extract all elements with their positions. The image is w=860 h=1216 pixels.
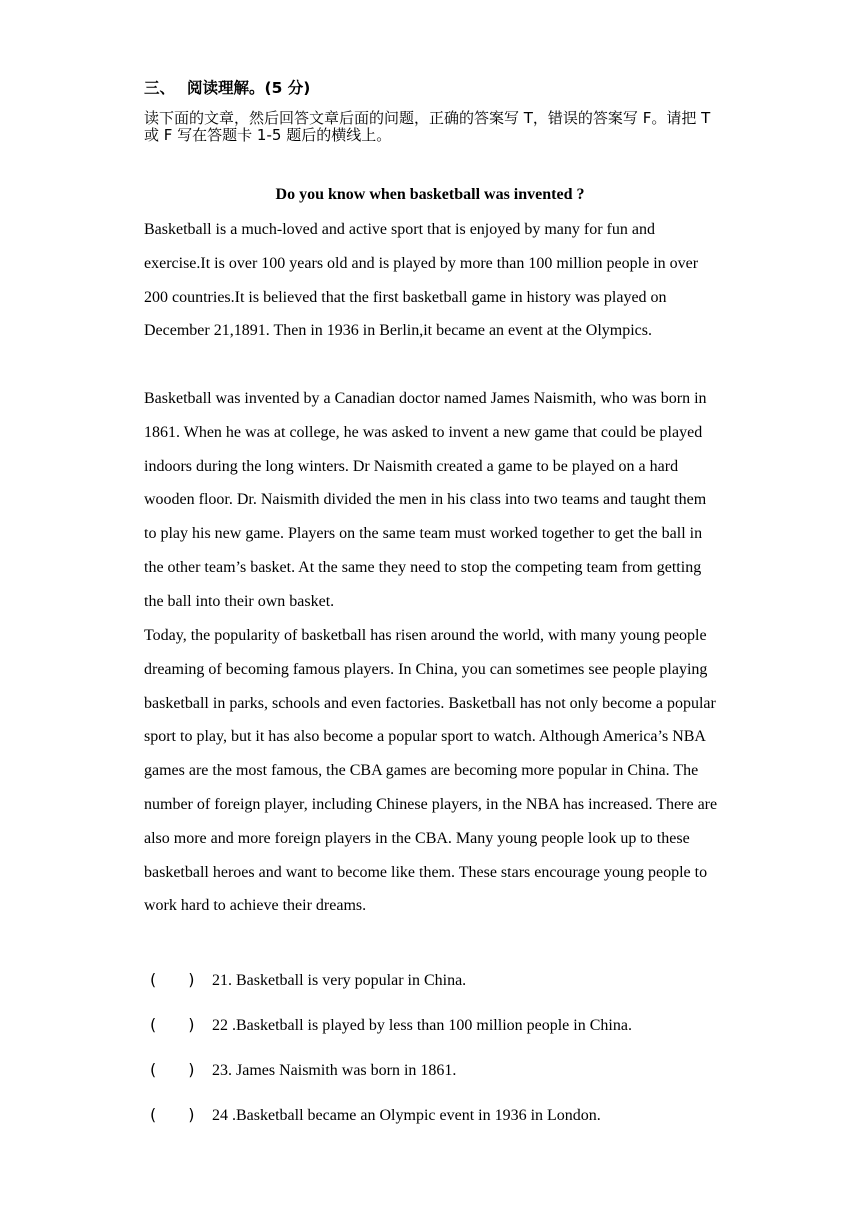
question-22 <box>150 1012 632 1035</box>
question-text: 24 .Basketball became an Olympic event in 1936 in London. <box>212 1107 601 1124</box>
instructions-text: 读下面的文章，然后回答文章后面的问题，正确的答案写 T，错误的答案写 F。请把 T 或 F 写在答题卡 1-5 题后的横线上。 <box>144 109 711 144</box>
question-23 <box>150 1057 456 1080</box>
section-heading <box>144 76 310 98</box>
passage-title: Do you know when basketball was invented ? <box>275 186 585 203</box>
section-number: 三、 <box>144 79 176 97</box>
answer-bracket[interactable]: ( ) <box>150 1060 195 1079</box>
question-text: 23. James Naismith was born in 1861. <box>212 1062 457 1079</box>
answer-bracket[interactable]: ( ) <box>150 1105 195 1124</box>
answer-bracket[interactable]: ( ) <box>150 1015 195 1034</box>
passage-paragraph-1: Basketball is a much-loved and active sport that is enjoyed by many for fun and exercise.It is over 100 years old and is played by more than 100 million people in over 200 countries.It is believed that the first basketball game in history was played on December 21,1891. Then in 1936 in Berlin,it became an event at the Olympics. <box>144 221 699 340</box>
answer-bracket[interactable]: ( ) <box>150 970 195 989</box>
passage-paragraph-3: Today, the popularity of basketball has risen around the world, with many young people dreaming of becoming famous players. In China, you can sometimes see people playing basketball in parks, schools and even factories. Basketball has not only become a popular sport to play, but it has also become a popular sport to watch. Although America’s NBA games are the most famous, the CBA games are becoming more popular in China. The number of foreign player, including Chinese players, in the NBA has increased. There are also more and more foreign players in the CBA. Many young people look up to these basketball heroes and want to become like them. These stars encourage young people to work hard to achieve their dreams. <box>144 627 718 915</box>
question-text: 22 .Basketball is played by less than 100 million people in China. <box>212 1017 632 1034</box>
passage-paragraph-2: Basketball was invented by a Canadian doctor named James Naismith, who was born in 1861. When he was at college, he was asked to invent a new game that could be played indoors during the long winters. Dr Naismith created a game to be played on a hard wooden floor. Dr. Naismith divided the men in his class into two teams and taught them to play his new game. Players on the same team must worked together to get the ball in the other team’s basket. At the same they need to stop the competing team from getting the ball into their own basket. <box>144 390 707 610</box>
question-text: 21. Basketball is very popular in China. <box>212 972 467 989</box>
section-title: 阅读理解。(5 分) <box>187 79 311 97</box>
question-24 <box>150 1102 601 1125</box>
question-21 <box>150 967 466 990</box>
